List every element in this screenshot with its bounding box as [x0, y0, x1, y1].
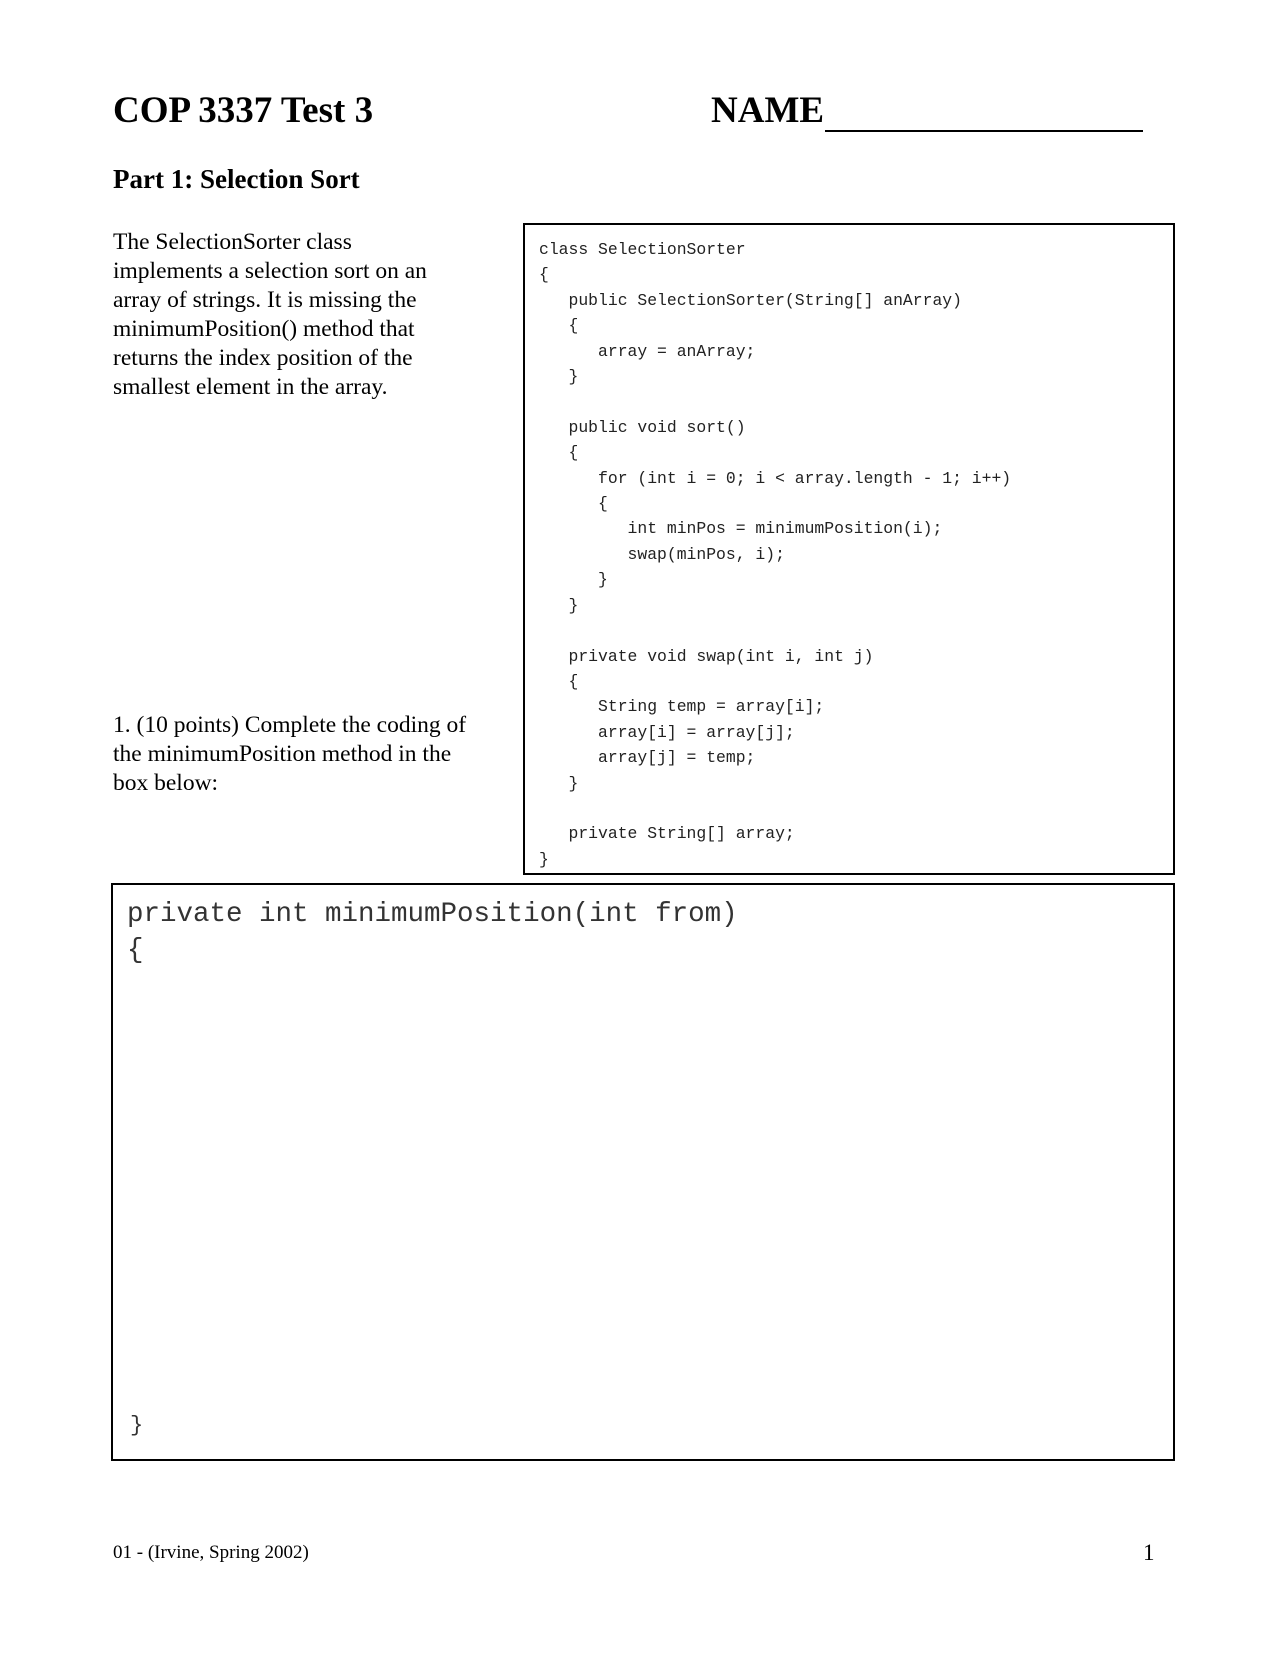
page-number: 1: [1143, 1540, 1155, 1565]
answer-method-header: private int minimumPosition(int from) {: [127, 899, 738, 966]
name-label: NAME: [711, 90, 825, 131]
page-title: COP 3337 Test 3: [113, 90, 374, 131]
code-listing: class SelectionSorter { public SelectionSorter(String[] anArray) { array = anArray; } public void sort() { for (int i = 0; i < array.length - 1; i++) { int minPos = minimumPosition(i); swap(minPos, i); } } private void swap(int i, int j) { String temp = array[i]; array[i] = array[j]; array[j] = temp; } private String[] array; }: [539, 240, 1012, 869]
answer-box[interactable]: [111, 883, 1175, 1461]
code-listing-box: [523, 223, 1175, 875]
section-title: Part 1: Selection Sort: [113, 164, 360, 194]
section-description: The SelectionSorter class implements a selection sort on an array of strings. It is missing the minimumPosition() method that returns the index position of the smallest element in the array.: [113, 229, 427, 400]
name-blank-line: [825, 130, 1143, 132]
question-1: 1. (10 points) Complete the coding of the minimumPosition method in the box below:: [113, 712, 467, 796]
answer-closing-brace: }: [130, 1413, 144, 1438]
footer-course-info: 01 - (Irvine, Spring 2002): [113, 1542, 309, 1563]
